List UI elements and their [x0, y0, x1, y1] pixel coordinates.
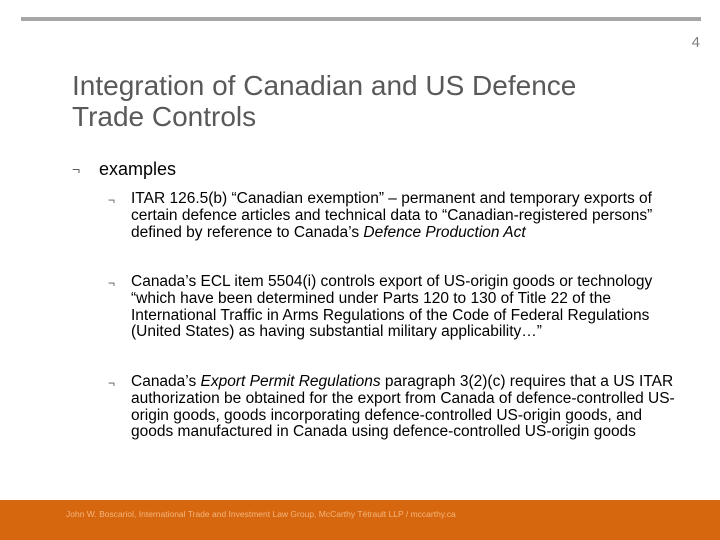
sub-bullet-text: ITAR 126.5(b) “Canadian exemption” – permanent and temporary exports of certain defence articles and technical data to “Canadian-registered persons” defined by reference to Canada’s [131, 190, 653, 241]
footer-credit: John W. Boscariol, International Trade and Investment Law Group, McCarthy Tétrault LLP / mccarthy.ca [66, 509, 456, 519]
slide-title [72, 70, 692, 132]
sub-bullet-ecl-item [108, 274, 678, 341]
sub-bullet-text: Canada’s ECL item 5504(i) controls export of US-origin goods or technology “which have been determined under Parts 120 to 130 of Title 22 of the International Traffic in Arms Regulations of the Code of Federal Regulations (United States) as having substantial military applicability…” [131, 273, 653, 341]
bullet-examples [72, 158, 692, 180]
bullet-marker: ¬ [108, 276, 116, 290]
bullet-marker: ¬ [108, 193, 116, 207]
bullet-marker: ¬ [72, 161, 81, 177]
title-line-2: Trade Controls [72, 101, 257, 132]
sub-bullet-export-permit [108, 374, 678, 441]
bullet-examples-label: examples [99, 159, 177, 179]
title-line-1: Integration of Canadian and US Defence [72, 70, 577, 101]
slide-content [72, 158, 692, 180]
bullet-marker: ¬ [108, 376, 116, 390]
page-number: 4 [691, 34, 700, 51]
top-rule [21, 17, 701, 21]
sub-bullet-emphasis: Defence Production Act [363, 223, 526, 241]
sub-bullet-emphasis: Export Permit Regulations [200, 373, 381, 390]
sub-bullet-text: Canada’s [131, 373, 201, 390]
sub-bullet-itar-exemption [108, 191, 678, 241]
footer-bar [0, 500, 720, 540]
sub-bullet-text-tail: paragraph 3(2)(c) requires that a US ITAR authorization be obtained for the export from Canada of defence-controlled US-origin goods, goods incorporating defence-controlled US-origin goods, and goods manufactured in Canada using defence-controlled US-origin goods [131, 373, 675, 441]
